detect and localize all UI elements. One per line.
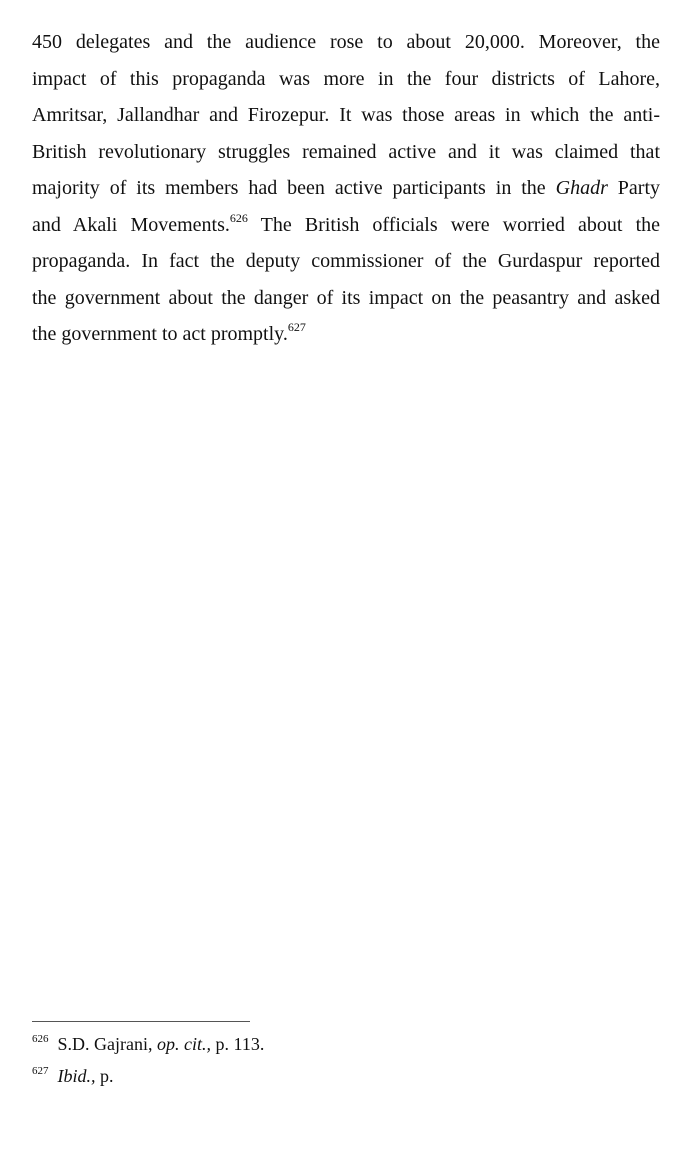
footnotes [32, 1028, 660, 1092]
footnote-text: p. 113. [210, 1034, 265, 1054]
footnote-reference: 627 [287, 320, 306, 334]
footnote [32, 1060, 660, 1092]
text-segment: The British officials were worried about the [247, 213, 661, 236]
paragraph-line: British revolutionary struggles remained active and it was claimed that [32, 140, 660, 163]
paragraph-line: propaganda. In fact the deputy commissioner of the Gurdaspur reported [32, 250, 660, 272]
text-segment: majority of its members had been active participants in the [32, 177, 556, 199]
paragraph-line: impact of this propaganda was more in the four districts of Lahore, [32, 67, 660, 90]
italic-term: Ghadr [555, 177, 608, 199]
footnote-author: S.D. Gajrani, [57, 1034, 157, 1054]
footnote [32, 1028, 660, 1060]
body-paragraph [32, 24, 660, 353]
paragraph-line [32, 316, 660, 353]
footnote-number: 627 [32, 1065, 49, 1077]
footnote-number: 626 [32, 1033, 49, 1045]
text-segment: and Akali Movements. [32, 213, 230, 236]
footnote-italic: op. cit., [156, 1034, 211, 1054]
paragraph-line: the government about the danger of its impact on the peasantry and asked [32, 286, 660, 309]
footnote-italic: Ibid., [57, 1066, 96, 1086]
footnote-separator [32, 1021, 250, 1022]
text-segment: the government to act promptly. [32, 323, 288, 345]
paragraph-line [32, 207, 660, 244]
paragraph-line [32, 170, 660, 207]
paragraph-line: Amritsar, Jallandhar and Firozepur. It was those areas in which the anti- [32, 104, 660, 126]
footnote-reference: 626 [229, 210, 248, 225]
footnote-text: p. [95, 1066, 114, 1086]
text-segment: Party [607, 177, 661, 199]
paragraph-line: 450 delegates and the audience rose to about 20,000. Moreover, the [32, 31, 660, 53]
